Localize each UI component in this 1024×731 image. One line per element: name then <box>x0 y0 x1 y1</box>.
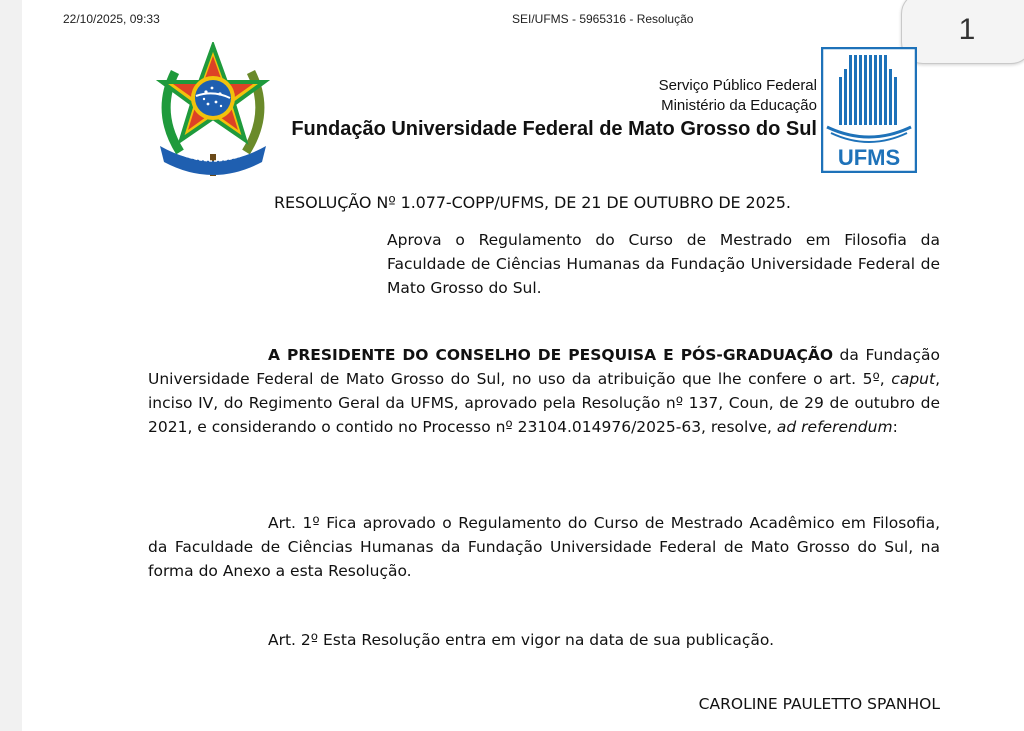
header-institution: Fundação Universidade Federal de Mato Grosso do Sul <box>291 118 817 140</box>
preamble-text-1: da Fundação Universidade Federal de Mato Grosso do Sul, no uso da atribuição que lhe confere o art. 5º, <box>148 346 941 388</box>
article-2 <box>148 628 940 652</box>
signature-name: CAROLINE PAULETTO SPANHOL <box>698 695 940 713</box>
article-1 <box>148 511 940 583</box>
preamble-italic-ad-referendum: ad referendum <box>776 418 893 436</box>
preamble-paragraph <box>148 343 940 439</box>
ufms-logo-text: UFMS <box>837 145 901 170</box>
ementa: Aprova o Regulamento do Curso de Mestrado em Filosofia da Faculdade de Ciências Humanas da Fundação Universidade Federal de Mato Grosso do Sul. <box>387 231 940 297</box>
print-document-title: SEI/UFMS - 5965316 - Resolução <box>512 12 694 26</box>
article-2-text: Art. 2º Esta Resolução entra em vigor na data de sua publicação. <box>268 631 775 649</box>
header-ministry: Ministério da Educação <box>661 97 817 114</box>
coat-of-arms-icon <box>150 42 276 178</box>
resolution-title: RESOLUÇÃO Nº 1.077-COPP/UFMS, DE 21 DE OUTUBRO DE 2025. <box>274 193 791 212</box>
preamble-text-2: , inciso IV, do Regimento Geral da UFMS, aprovado pela Resolução nº 137, Coun, de 29 de outubro de 2021, e considerando o contido no Processo nº 23104.014976/2025-63, resolve, <box>148 370 940 436</box>
page-number: 1 <box>958 13 976 46</box>
header-service: Serviço Público Federal <box>658 77 817 94</box>
preamble-italic-caput: caput <box>891 370 936 388</box>
president-title: A PRESIDENTE DO CONSELHO DE PESQUISA E PÓS-GRADUAÇÃO <box>268 346 834 364</box>
document-page <box>22 0 1024 731</box>
page-number-indicator[interactable] <box>901 0 1024 64</box>
article-1-text: Art. 1º Fica aprovado o Regulamento do Curso de Mestrado Acadêmico em Filosofia, da Faculdade de Ciências Humanas da Fundação Universidade Federal de Mato Grosso do Sul, na forma do Anexo a esta Resolução. <box>148 514 940 580</box>
ufms-logo <box>821 47 917 173</box>
print-datetime: 22/10/2025, 09:33 <box>63 12 160 26</box>
preamble-text-3: : <box>892 418 898 436</box>
